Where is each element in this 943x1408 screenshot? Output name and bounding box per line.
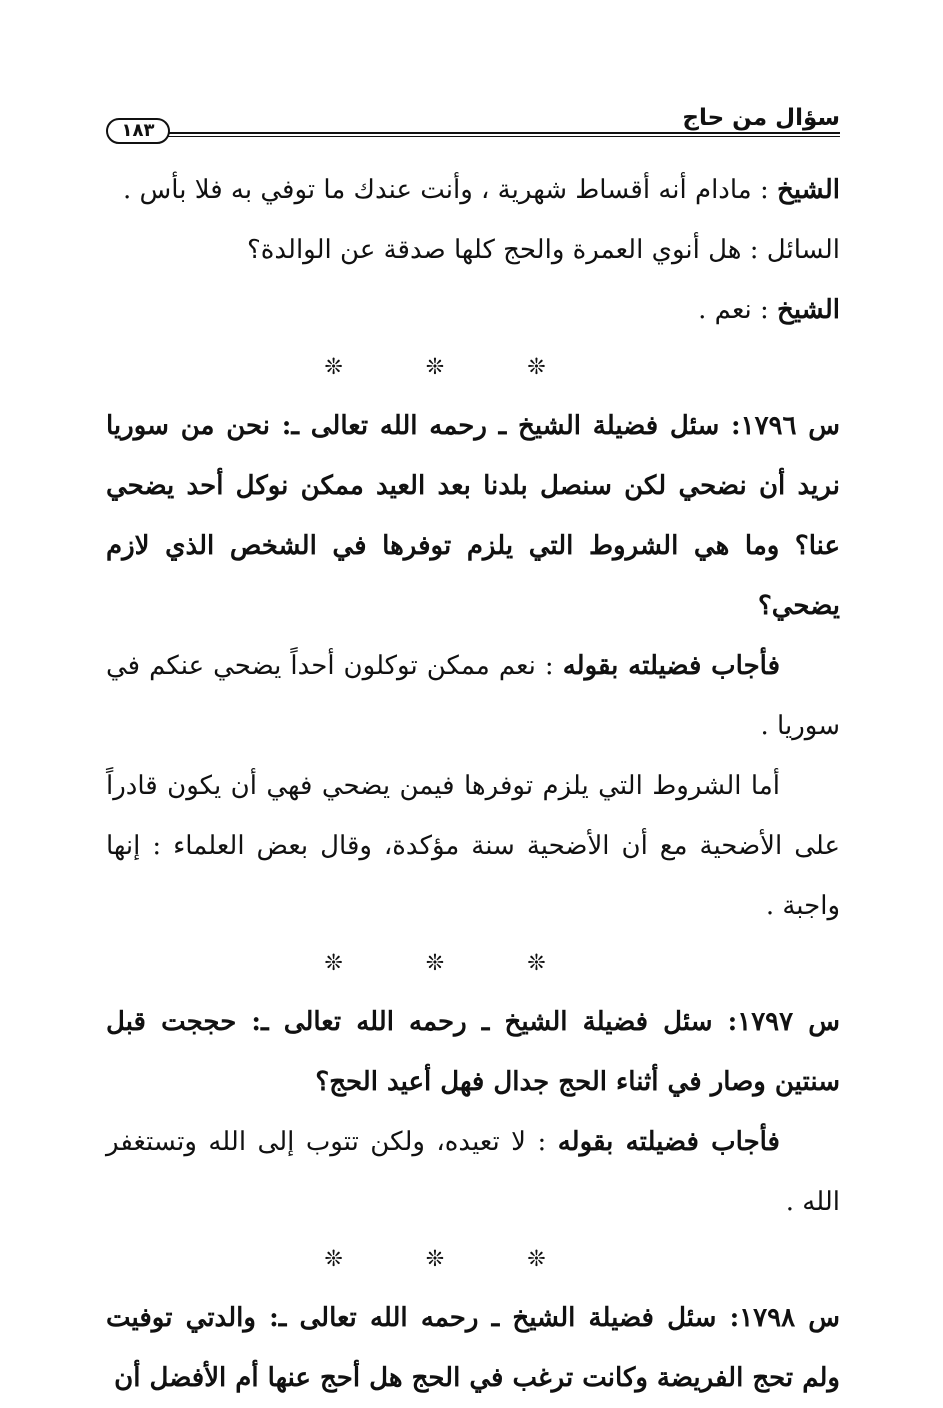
dialogue-line (106, 280, 840, 340)
answer-1796-continued: أما الشروط التي يلزم توفرها فيمن يضحي فهي أن يكون قادراً على الأضحية مع أن الأضحية سنة مؤكدة، وقال بعض العلماء : إنها واجبة . (106, 771, 840, 921)
answer-1796 (106, 636, 840, 756)
question-1797: س ١٧٩٧: سئل فضيلة الشيخ ـ رحمه الله تعالى ـ: حججت قبل سنتين وصار في أثناء الحج جدال فهل أعيد الحج؟ (106, 1007, 840, 1097)
dialogue-text: : نعم . (698, 295, 769, 325)
answer-lead: فأجاب فضيلته بقوله (562, 651, 781, 681)
question-1798: س ١٧٩٨: سئل فضيلة الشيخ ـ رحمه الله تعالى ـ: والدتي توفيت ولم تحج الفريضة وكانت ترغب في الحج هل أحج عنها أم الأفضل أن (106, 1303, 840, 1393)
section-separator: ❊ ❊ ❊ (324, 355, 584, 380)
running-title: سؤال من حاج (682, 105, 840, 131)
page-content (106, 160, 840, 1408)
section-separator: ❊ ❊ ❊ (324, 1247, 584, 1272)
header-rule (168, 132, 840, 137)
speaker-label: السائل (766, 235, 840, 265)
answer-lead: فأجاب فضيلته بقوله (557, 1127, 780, 1157)
dialogue-text: : هل أنوي العمرة والحج كلها صدقة عن الوالدة؟ (246, 235, 759, 265)
dialogue-line (106, 160, 840, 220)
answer-text: : نعم ممكن توكلون أحداً يضحي عنكم في سوريا . (106, 651, 840, 741)
dialogue-text: : مادام أنه أقساط شهرية ، وأنت عندك ما توفي به فلا بأس . (123, 175, 769, 205)
question-1796: س ١٧٩٦: سئل فضيلة الشيخ ـ رحمه الله تعالى ـ: نحن من سوريا نريد أن نضحي لكن سنصل بلدنا بعد العيد ممكن نوكل أحد يضحي عنا؟ وما هي الشروط التي يلزم توفرها في الشخص الذي لازم يضحي؟ (106, 411, 840, 621)
answer-1797 (106, 1112, 840, 1232)
page-header (106, 104, 840, 144)
answer-text: : لا تعيده، ولكن تتوب إلى الله وتستغفر الله . (106, 1127, 840, 1217)
speaker-label: الشيخ (777, 295, 840, 325)
speaker-label: الشيخ (777, 175, 840, 205)
section-separator: ❊ ❊ ❊ (324, 951, 584, 976)
dialogue-line (106, 220, 840, 280)
page-number: ١٨٣ (106, 118, 170, 144)
